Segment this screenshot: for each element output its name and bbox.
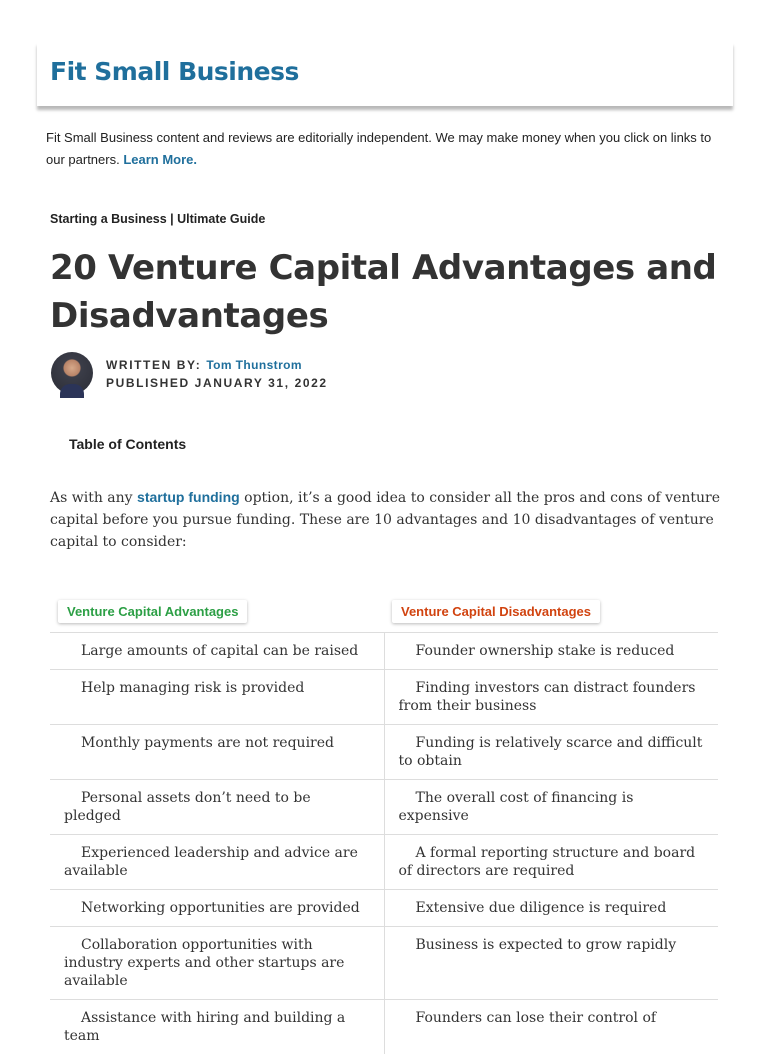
comparison-table — [50, 596, 718, 988]
editorial-disclaimer — [46, 127, 726, 171]
table-row — [50, 1000, 718, 1054]
byline — [106, 356, 328, 392]
disadvantage-text: Founder ownership stake is reduced — [416, 643, 675, 659]
advantage-text: Help managing risk is provided — [81, 680, 304, 696]
published-date: PUBLISHED JANUARY 31, 2022 — [106, 374, 328, 392]
table-row — [50, 670, 718, 725]
disadvantage-cell — [384, 670, 718, 725]
disclaimer-text: Fit Small Business content and reviews are editorially independent. We may make money when you click on links to our partners. — [46, 130, 711, 167]
breadcrumb[interactable]: Starting a Business | Ultimate Guide — [50, 212, 265, 226]
disadvantage-text: Finding investors can distract founders from their business — [399, 680, 696, 714]
advantage-text: Assistance with hiring and building a team — [64, 1010, 345, 1044]
disadvantage-cell — [384, 927, 718, 1000]
disadvantage-text: A formal reporting structure and board of directors are required — [399, 845, 696, 879]
advantage-cell — [50, 835, 384, 890]
advantage-text: Collaboration opportunities with industry experts and other startups are available — [64, 937, 344, 989]
advantage-text: Personal assets don’t need to be pledged — [64, 790, 311, 824]
site-header — [37, 42, 733, 106]
intro-paragraph — [50, 486, 725, 553]
table-row — [50, 780, 718, 835]
learn-more-link[interactable]: Learn More. — [123, 152, 197, 167]
disadvantages-header: Venture Capital Disadvantages — [392, 600, 600, 623]
disadvantage-cell — [384, 633, 718, 670]
disadvantage-cell — [384, 1000, 718, 1054]
author-avatar — [51, 352, 93, 394]
advantage-cell — [50, 633, 384, 670]
disadvantage-cell — [384, 890, 718, 927]
intro-text-before: As with any — [50, 490, 133, 506]
disadvantage-text: Extensive due diligence is required — [416, 900, 667, 916]
disadvantage-cell — [384, 780, 718, 835]
table-row — [50, 835, 718, 890]
table-row — [50, 927, 718, 1000]
written-by-label: WRITTEN BY: — [106, 358, 201, 372]
advantage-cell — [50, 670, 384, 725]
table-row — [50, 725, 718, 780]
advantage-cell — [50, 780, 384, 835]
disadvantage-text: Founders can lose their control of — [416, 1010, 657, 1026]
advantage-cell — [50, 927, 384, 1000]
advantage-text: Networking opportunities are provided — [81, 900, 360, 916]
disadvantage-cell — [384, 725, 718, 780]
advantage-text: Monthly payments are not required — [81, 735, 334, 751]
disadvantage-text: Business is expected to grow rapidly — [416, 937, 677, 953]
advantage-cell — [50, 890, 384, 927]
table-row — [50, 890, 718, 927]
table-row — [50, 633, 718, 670]
author-link[interactable]: Tom Thunstrom — [206, 358, 302, 372]
page-title: 20 Venture Capital Advantages and Disadvantages — [50, 244, 730, 340]
table-of-contents-toggle[interactable]: Table of Contents — [69, 436, 186, 452]
advantage-text: Experienced leadership and advice are available — [64, 845, 358, 879]
advantage-cell — [50, 1000, 384, 1054]
startup-funding-link[interactable]: startup funding — [137, 489, 240, 505]
intro-text-after: option, it’s a good idea to consider all the pros and cons of venture capital before you pursue funding. These are 10 advantages and 10 disadvantages of venture capital to consider: — [50, 490, 720, 550]
advantages-header: Venture Capital Advantages — [58, 600, 247, 623]
advantage-cell — [50, 725, 384, 780]
disadvantage-cell — [384, 835, 718, 890]
disadvantage-text: Funding is relatively scarce and difficult to obtain — [399, 735, 703, 769]
advantage-text: Large amounts of capital can be raised — [81, 643, 358, 659]
site-logo[interactable]: Fit Small Business — [50, 57, 299, 86]
disadvantage-text: The overall cost of financing is expensive — [399, 790, 634, 824]
